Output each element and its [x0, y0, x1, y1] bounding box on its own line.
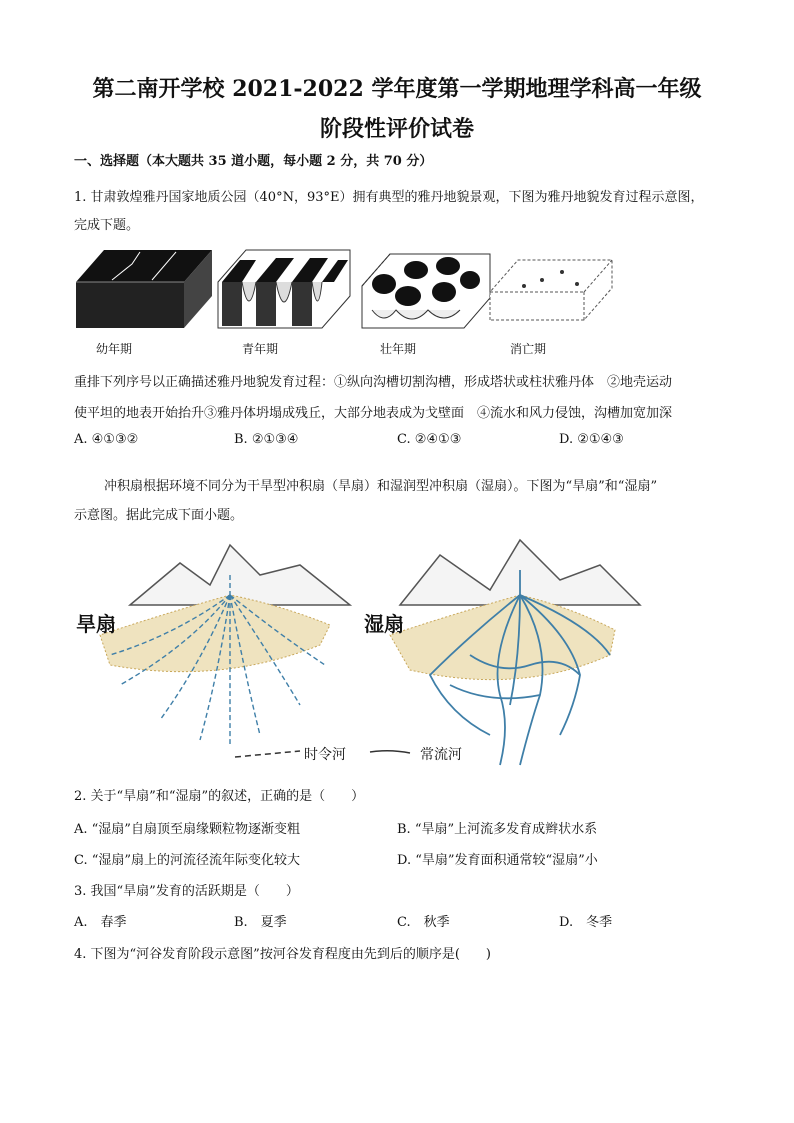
section-heading: 一、选择题（本大题共 35 道小题，每小题 2 分，共 70 分） [74, 154, 433, 169]
alluvial-fan-figure [70, 535, 650, 775]
q2-stem: 2. 关于“旱扇”和“湿扇”的叙述，正确的是（ ） [74, 789, 365, 804]
q3-stem: 3. 我国“旱扇”发育的活跃期是（ ） [74, 884, 299, 899]
stage-label-adolescent: 青年期 [242, 342, 279, 356]
q3-option-d[interactable]: D. 冬季 [559, 915, 613, 930]
q2-option-c[interactable]: C. “湿扇”扇上的河流径流年际变化较大 [74, 853, 301, 868]
exam-title: 第二南开学校 2021-2022 学年度第一学期地理学科高一年级 [92, 76, 702, 102]
legend-seasonal-label: 时令河 [304, 747, 346, 763]
stage-label-mature: 壮年期 [380, 342, 417, 356]
q1-option-c[interactable]: C. ②④①③ [397, 432, 462, 447]
q2-option-a[interactable]: A. “湿扇”自扇顶至扇缘颗粒物逐渐变粗 [74, 822, 300, 837]
wet-fan-label: 湿扇 [364, 612, 404, 636]
q3-option-b[interactable]: B. 夏季 [234, 915, 287, 930]
wet-fan-diagram [390, 540, 640, 765]
stage-label-youth: 幼年期 [96, 342, 133, 356]
stage-label-extinction: 消亡期 [510, 342, 547, 356]
intro-line2: 示意图。据此完成下面小题。 [74, 508, 244, 523]
q2-option-d[interactable]: D. “旱扇”发育面积通常较“湿扇”小 [397, 853, 598, 868]
q1-option-d[interactable]: D. ②①④③ [559, 432, 624, 447]
legend-perennial-line [370, 751, 410, 753]
q4-stem: 4. 下图为“河谷发育阶段示意图”按河谷发育程度由先到后的顺序是( ) [74, 947, 491, 962]
legend-perennial-label: 常流河 [420, 747, 462, 763]
exam-subtitle: 阶段性评价试卷 [319, 116, 474, 142]
q1-option-b[interactable]: B. ②①③④ [234, 432, 299, 447]
dry-fan-diagram [100, 545, 350, 745]
legend-seasonal-line [235, 751, 300, 757]
stage-adolescent-block [218, 250, 350, 328]
q1-option-a[interactable]: A. ④①③② [74, 432, 139, 447]
q1-stem-line1: 1. 甘肃敦煌雅丹国家地质公园（40°N，93°E）拥有典型的雅丹地貌景观，下图为雅丹地貌发育过程示意图， [74, 190, 704, 205]
q1-desc-line1: 重排下列序号以正确描述雅丹地貌发育过程：①纵向沟槽切割沟槽，形成塔状或柱状雅丹体 ②地壳运动 [74, 375, 673, 390]
intro-line1: 冲积扇根据环境不同分为干旱型冲积扇（旱扇）和湿润型冲积扇（湿扇）。下图为“旱扇”和“湿扇” [104, 479, 658, 494]
q3-option-c[interactable]: C. 秋季 [397, 915, 450, 930]
q2-option-b[interactable]: B. “旱扇”上河流多发育成辫状水系 [397, 822, 598, 837]
stage-extinction-block [490, 260, 612, 320]
stage-mature-block [362, 254, 490, 328]
q1-desc-line2: 使平坦的地表开始抬升③雅丹体坍塌成残丘，大部分地表成为戈壁面 ④流水和风力侵蚀，沟槽加宽加深 [74, 406, 673, 421]
q3-option-a[interactable]: A. 春季 [74, 915, 127, 930]
q1-stem-line2: 完成下题。 [74, 218, 140, 233]
dry-fan-label: 旱扇 [76, 612, 116, 636]
